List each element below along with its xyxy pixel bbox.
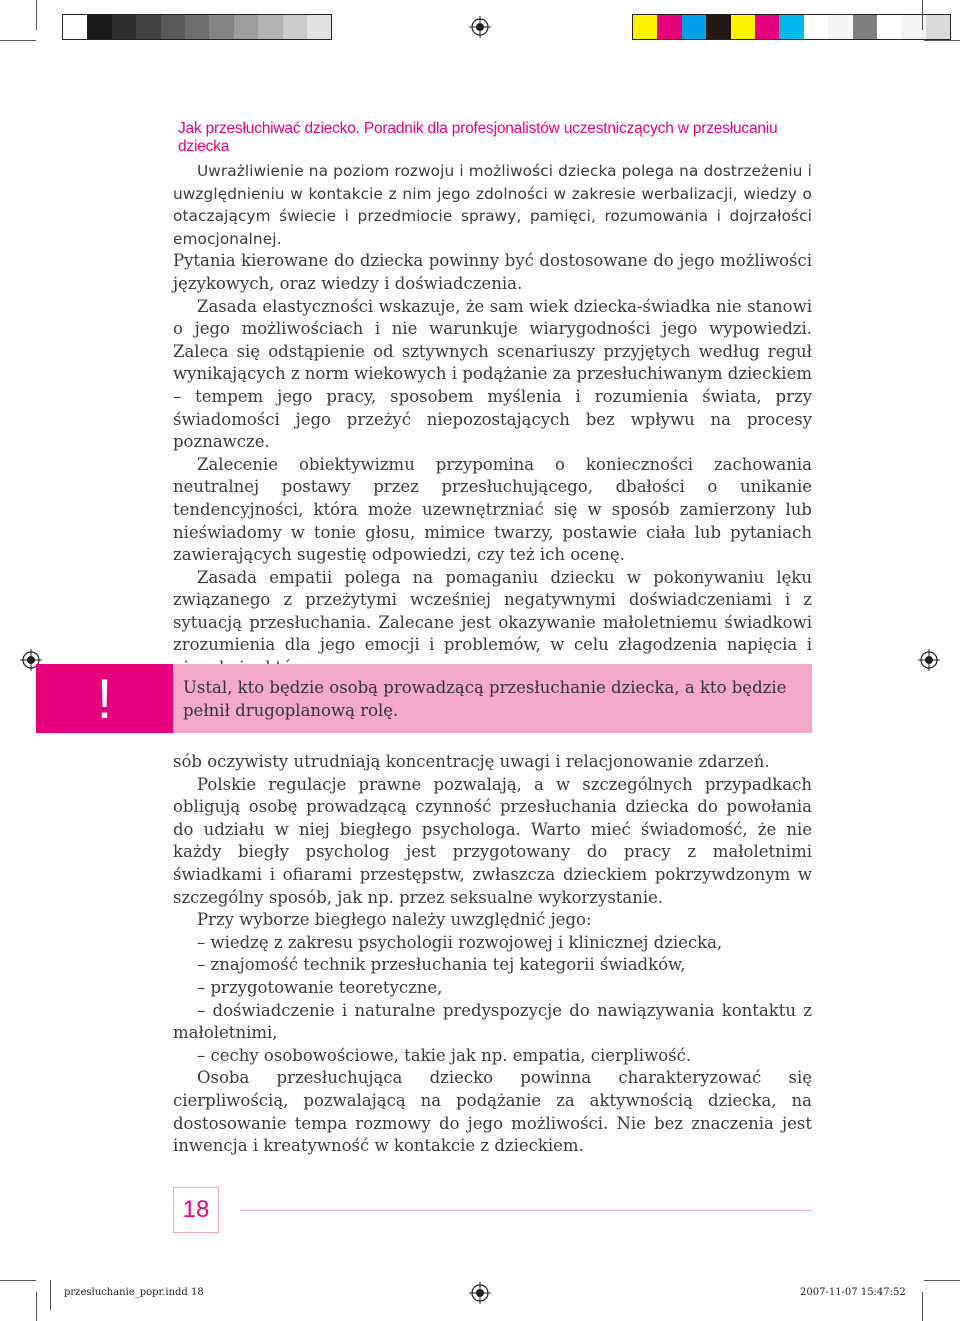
list-item: – cechy osobowościowe, takie jak np. empatia, cierpliwość. (197, 1045, 692, 1065)
page-number: 18 (173, 1187, 219, 1233)
paragraph: Zasada empatii polega na pomaganiu dziecku w pokonywaniu lęku związanego z przeżytymi wcześniej negatywnymi doświadczeniami i z sytuacją przesłuchania. Zalecane jest okazywanie małoletniemu świadkowi zrozumienia dla jego emocji i problemów, w celu złagodzenia napięcia i (173, 567, 812, 655)
gray-swatch (161, 15, 185, 39)
slug-file-info: przesluchanie_popr.indd 18 (64, 1287, 204, 1298)
callout-text: Ustal, kto będzie osobą prowadzącą przesłuchanie dziecka, a kto będzie pełnił drugoplanową rolę. (173, 664, 812, 733)
gray-calibration-bar (62, 14, 332, 40)
paragraph: Polskie regulacje prawne pozwalają, a w szczególnych przypadkach obligują osobę prowadzącą czynność przesłuchania dziecka do powołania do udziału w niej biegłego psychologa. Warto mieć świadomość, że nie każdy biegły psycholog jest przygotowany do pracy z małoletnimi świadkami i ofiarami przestępstw, zwłaszcza dzieckiem pokrzywdzonym w szczególny sposób, jak np. przez seksualne wykorzystanie. (173, 774, 812, 907)
body-text-top (173, 160, 812, 680)
gray-swatch (307, 15, 331, 39)
color-swatch (657, 15, 681, 39)
paragraph: Pytania kierowane do dziecka powinny być dostosowane do jego możliwości językowych, oraz wiedzy i doświadczenia. (173, 251, 812, 293)
crop-mark (36, 1292, 37, 1321)
list-item: – wiedzę z zakresu psychologii rozwojowej i klinicznej dziecka, (197, 932, 723, 952)
color-swatch (877, 15, 901, 39)
color-swatch (633, 15, 657, 39)
body-text-bottom (173, 751, 812, 1158)
crop-mark (0, 1280, 36, 1281)
registration-target-icon (469, 16, 491, 38)
list-item: – doświadczenie i naturalne predyspozycje do nawiązywania kontaktu z małoletnimi, (173, 1000, 812, 1043)
paragraph: Zasada elastyczności wskazuje, że sam wiek dziecka-świadka nie stanowi o jego możliwościach i nie warunkuje wiarygodności jego wypowiedzi. Zaleca się odstąpienie od sztywnych scenariuszy przyjętych według reguł wynikających z norm wiekowych i podążanie za przesłuchiwanym dzieckiem – tempem jego pracy, sposobem myślenia i rozumienia świata, przy świadomości jego przeżyć niepozostających bez wpływu na procesy poznawcze. (173, 296, 812, 452)
crop-mark (924, 40, 960, 41)
paragraph: sób oczywisty utrudniają koncentrację uwagi i relacjonowanie zdarzeń. (173, 752, 770, 771)
color-calibration-bar (632, 14, 951, 40)
registration-target-icon (469, 1282, 491, 1304)
paragraph: Przy wyborze biegłego należy uwzględnić jego: (197, 910, 592, 930)
gray-swatch (258, 15, 282, 39)
gray-swatch (87, 15, 111, 39)
color-swatch (755, 15, 779, 39)
crop-mark (36, 0, 37, 30)
slug-date-info: 2007-11-07 15:47:52 (800, 1287, 906, 1298)
crop-mark (922, 1292, 923, 1321)
crop-mark (924, 1280, 960, 1281)
color-swatch (731, 15, 755, 39)
color-swatch (853, 15, 877, 39)
footer-rule (240, 1210, 812, 1211)
gray-swatch (209, 15, 233, 39)
paragraph: Osoba przesłuchująca dziecko powinna charakteryzować się cierpliwością, pozwalającą na podążanie za aktywnością dziecka, na dostosowanie tempa rozmowy do jego możliwości. Nie bez znaczenia jest inwencja i kreatywność w kontakcie z dzieckiem. (173, 1068, 812, 1156)
gray-swatch (63, 15, 87, 39)
gray-swatch (234, 15, 258, 39)
running-header: Jak przesłuchiwać dziecko. Poradnik dla profesjonalistów uczestniczących w przesłucaniu dziecka (178, 120, 778, 155)
paragraph: Uwrażliwienie na poziom rozwoju i możliwości dziecka polega na dostrzeżeniu i uwzględnieniu w kontakcie z nim jego zdolności w zakresie werbalizacji, wiedzy o otaczającym świecie i przedmiocie sprawy, pamięci, rozumowania i dojrzałości emocjonalnej. (173, 162, 812, 248)
registration-target-icon (918, 649, 940, 671)
gray-swatch (185, 15, 209, 39)
crop-mark (922, 0, 923, 30)
color-swatch (682, 15, 706, 39)
crop-mark (50, 1280, 51, 1310)
gray-swatch (112, 15, 136, 39)
list-item: – przygotowanie teoretyczne, (197, 977, 443, 997)
color-swatch (828, 15, 852, 39)
list-item: – znajomość technik przesłuchania tej kategorii świadków, (197, 955, 686, 975)
color-swatch (804, 15, 828, 39)
callout-box (36, 664, 812, 733)
gray-swatch (136, 15, 160, 39)
paragraph: Zalecenie obiektywizmu przypomina o konieczności zachowania neutralnej postawy przez przesłuchującego, dbałości o unikanie tendencyjności, która może uzewnętrzniać się w sposób zamierzony lub nieświadomy w tonie głosu, mimice twarzy, postawie ciała lub pytaniach zawierających sugestię odpowiedzi, czy też ich ocenę. (173, 454, 812, 565)
gray-swatch (283, 15, 307, 39)
color-swatch (779, 15, 803, 39)
crop-mark (0, 40, 36, 41)
color-swatch (706, 15, 730, 39)
exclamation-icon: ! (36, 664, 173, 733)
color-swatch (926, 15, 950, 39)
